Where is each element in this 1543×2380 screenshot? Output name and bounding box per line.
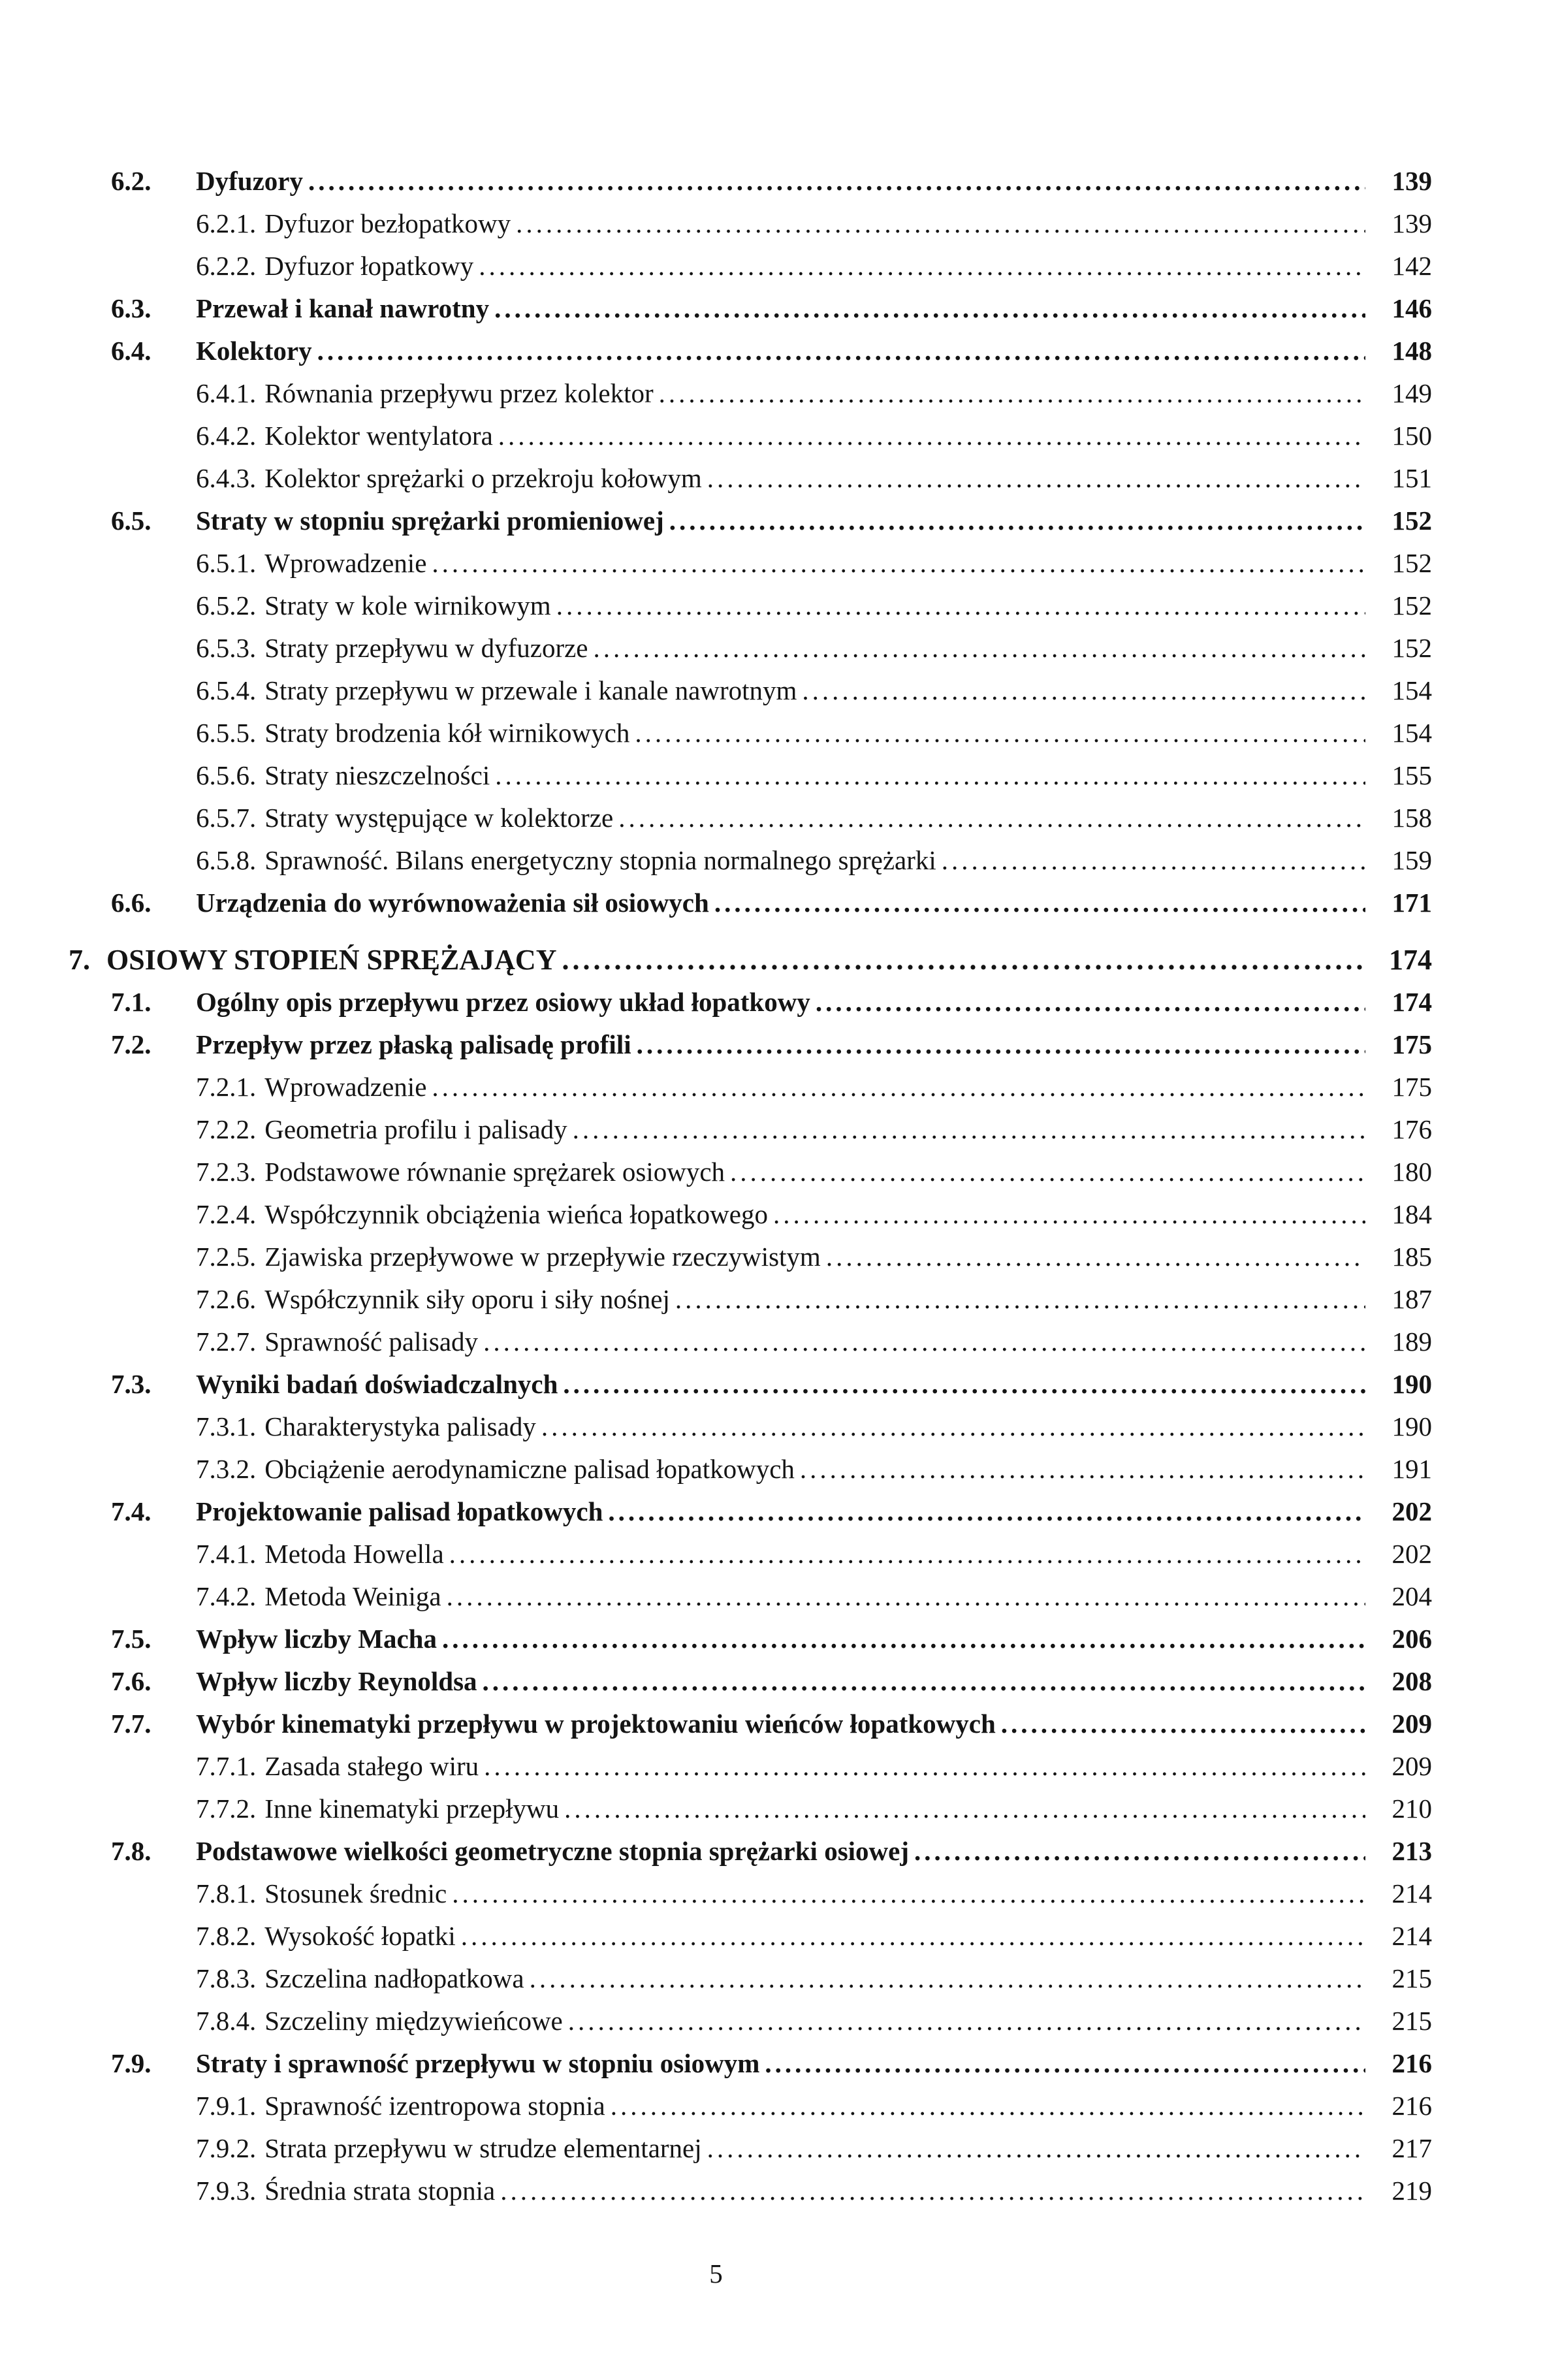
- dot-leader: [669, 500, 1365, 542]
- entry-number: 6.5.7.: [196, 803, 257, 833]
- footer-page-number: 5: [709, 2259, 723, 2289]
- entry-page: 184: [1392, 1199, 1432, 1229]
- entry-page: 202: [1392, 1496, 1432, 1526]
- entry-page: 189: [1392, 1327, 1432, 1357]
- entry-number: 7.5.: [111, 1624, 151, 1654]
- entry-page: 158: [1392, 803, 1432, 833]
- toc-entry: [0, 1873, 1432, 1915]
- entry-page: 152: [1392, 590, 1432, 620]
- toc-entry: [0, 1448, 1432, 1490]
- toc-entry: [0, 500, 1432, 542]
- entry-page: 159: [1392, 845, 1432, 875]
- toc-entry: [0, 160, 1432, 202]
- toc-entry: [0, 1363, 1432, 1406]
- entry-page: 171: [1392, 888, 1432, 918]
- dot-leader: [563, 1363, 1365, 1406]
- entry-page: 154: [1392, 718, 1432, 748]
- entry-title: Szczeliny międzywieńcowe: [264, 2006, 563, 2036]
- dot-leader: [541, 1406, 1365, 1448]
- entry-title: Kolektory: [196, 336, 312, 366]
- dot-leader: [494, 287, 1365, 330]
- dot-leader: [432, 1066, 1365, 1108]
- entry-title: Współczynnik siły oporu i siły nośnej: [264, 1284, 670, 1314]
- entry-page: 210: [1392, 1793, 1432, 1824]
- toc-entry: [0, 839, 1432, 882]
- dot-leader: [556, 585, 1365, 627]
- entry-page: 219: [1392, 2176, 1432, 2206]
- entry-number: 6.2.1.: [196, 208, 257, 238]
- dot-leader: [461, 1915, 1365, 1957]
- dot-leader: [611, 2085, 1365, 2127]
- entry-number: 7.2.6.: [196, 1284, 257, 1314]
- toc-entry: [0, 1193, 1432, 1236]
- toc-entry: [0, 1321, 1432, 1363]
- entry-number: 6.5.3.: [196, 633, 257, 663]
- toc-entry: [0, 754, 1432, 797]
- entry-title: Równania przepływu przez kolektor: [264, 378, 654, 408]
- dot-leader: [635, 712, 1365, 754]
- entry-number: 6.4.1.: [196, 378, 257, 408]
- entry-page: 152: [1392, 633, 1432, 663]
- entry-page: 175: [1392, 1072, 1432, 1102]
- toc-entry: [0, 1830, 1432, 1873]
- entry-page: 204: [1392, 1581, 1432, 1611]
- entry-title: Metoda Howella: [264, 1539, 444, 1569]
- toc-entry: [0, 2127, 1432, 2170]
- dot-leader: [1001, 1703, 1365, 1745]
- entry-title: Straty i sprawność przepływu w stopniu osiowym: [196, 2048, 760, 2078]
- entry-page: 155: [1392, 760, 1432, 790]
- entry-number: 7.1.: [111, 987, 151, 1017]
- dot-leader: [942, 839, 1365, 882]
- entry-number: 6.5.5.: [196, 718, 257, 748]
- entry-title: Projektowanie palisad łopatkowych: [196, 1496, 603, 1526]
- entry-title: Straty w kole wirnikowym: [264, 590, 551, 620]
- entry-page: 174: [1392, 987, 1432, 1017]
- dot-leader: [498, 415, 1365, 457]
- entry-title: Urządzenia do wyrównoważenia sił osiowych: [196, 888, 709, 918]
- dot-leader: [516, 202, 1365, 245]
- toc-entry: [0, 542, 1432, 585]
- dot-leader: [826, 1236, 1365, 1278]
- toc-entry: [0, 330, 1432, 372]
- entry-page: 152: [1392, 506, 1432, 536]
- toc-entry: [0, 245, 1432, 287]
- toc-entry: [0, 585, 1432, 627]
- dot-leader: [432, 542, 1365, 585]
- dot-leader: [479, 245, 1365, 287]
- dot-leader: [637, 1023, 1365, 1066]
- toc-entry: [0, 1236, 1432, 1278]
- entry-page: 151: [1392, 463, 1432, 493]
- dot-leader: [308, 160, 1365, 202]
- toc-entry: [0, 1957, 1432, 2000]
- toc-entry: [0, 1278, 1432, 1321]
- toc-entry: [0, 1066, 1432, 1108]
- entry-number: 7.4.: [111, 1496, 151, 1526]
- entry-number: 6.5.8.: [196, 845, 257, 875]
- dot-leader: [495, 754, 1365, 797]
- dot-leader: [707, 457, 1365, 500]
- entry-title: Straty przepływu w przewale i kanale nawrotnym: [264, 675, 797, 705]
- entry-number: 7.2.3.: [196, 1157, 257, 1187]
- entry-page: 215: [1392, 1963, 1432, 1993]
- toc-entry: [0, 287, 1432, 330]
- entry-page: 139: [1392, 166, 1432, 196]
- entry-title: Ogólny opis przepływu przez osiowy układ łopatkowy: [196, 987, 810, 1017]
- entry-number: 7.4.2.: [196, 1581, 257, 1611]
- entry-title: Wprowadzenie: [264, 1072, 427, 1102]
- dot-leader: [608, 1490, 1365, 1533]
- dot-leader: [594, 627, 1366, 669]
- dot-leader: [484, 1745, 1365, 1788]
- entry-title: Zasada stałego wiru: [264, 1751, 479, 1781]
- entry-title: Geometria profilu i palisady: [264, 1114, 567, 1144]
- entry-number: 6.4.: [111, 336, 151, 366]
- dot-leader: [802, 669, 1365, 712]
- dot-leader: [530, 1957, 1365, 2000]
- entry-title: Strata przepływu w strudze elementarnej: [264, 2133, 702, 2163]
- dot-leader: [773, 1193, 1365, 1236]
- toc-entry: [0, 1406, 1432, 1448]
- entry-title: Sprawność palisady: [264, 1327, 479, 1357]
- table-of-contents: [0, 160, 1432, 2212]
- dot-leader: [442, 1618, 1365, 1660]
- entry-number: 7.9.3.: [196, 2176, 257, 2206]
- toc-entry: [0, 712, 1432, 754]
- entry-page: 217: [1392, 2133, 1432, 2163]
- entry-number: 7.: [69, 944, 90, 976]
- entry-title: Dyfuzor bezłopatkowy: [264, 208, 511, 238]
- toc-entry: [0, 202, 1432, 245]
- toc-entry: [0, 1703, 1432, 1745]
- toc-entry: [0, 1745, 1432, 1788]
- entry-page: 148: [1392, 336, 1432, 366]
- entry-page: 206: [1392, 1624, 1432, 1654]
- dot-leader: [618, 797, 1365, 839]
- toc-entry: [0, 1660, 1432, 1703]
- entry-title: Współczynnik obciążenia wieńca łopatkowego: [264, 1199, 768, 1229]
- entry-number: 7.3.: [111, 1369, 151, 1399]
- dot-leader: [447, 1575, 1365, 1618]
- entry-title: Dyfuzory: [196, 166, 303, 196]
- toc-entry: [0, 415, 1432, 457]
- entry-title: Dyfuzor łopatkowy: [264, 251, 474, 281]
- entry-number: 7.2.: [111, 1029, 151, 1059]
- entry-number: 7.7.2.: [196, 1793, 257, 1824]
- entry-title: Obciążenie aerodynamiczne palisad łopatkowych: [264, 1454, 795, 1484]
- entry-page: 213: [1392, 1836, 1432, 1866]
- entry-title: Wpływ liczby Reynoldsa: [196, 1666, 477, 1696]
- entry-page: 175: [1392, 1029, 1432, 1059]
- toc-entry: [0, 1533, 1432, 1575]
- toc-entry: [0, 882, 1432, 924]
- entry-number: 7.8.4.: [196, 2006, 257, 2036]
- toc-entry: [0, 2000, 1432, 2042]
- entry-number: 7.3.1.: [196, 1411, 257, 1441]
- entry-title: OSIOWY STOPIEŃ SPRĘŻAJĄCY: [106, 944, 557, 976]
- entry-title: Wprowadzenie: [264, 548, 427, 578]
- entry-number: 6.5.4.: [196, 675, 257, 705]
- toc-entry: [0, 627, 1432, 669]
- entry-title: Metoda Weiniga: [264, 1581, 441, 1611]
- entry-number: 7.3.2.: [196, 1454, 257, 1484]
- entry-page: 208: [1392, 1666, 1432, 1696]
- toc-entry: [0, 2085, 1432, 2127]
- entry-page: 150: [1392, 421, 1432, 451]
- entry-number: 6.5.6.: [196, 760, 257, 790]
- entry-number: 7.2.7.: [196, 1327, 257, 1357]
- entry-title: Straty nieszczelności: [264, 760, 490, 790]
- toc-entry: [0, 1575, 1432, 1618]
- entry-number: 6.2.2.: [196, 251, 257, 281]
- dot-leader: [568, 2000, 1365, 2042]
- entry-number: 6.4.2.: [196, 421, 257, 451]
- entry-number: 7.9.1.: [196, 2091, 257, 2121]
- entry-title: Wybór kinematyki przepływu w projektowaniu wieńców łopatkowych: [196, 1709, 996, 1739]
- entry-title: Szczelina nadłopatkowa: [264, 1963, 524, 1993]
- page-footer: [0, 2253, 1432, 2295]
- entry-number: 7.8.2.: [196, 1921, 257, 1951]
- entry-page: 142: [1392, 251, 1432, 281]
- entry-title: Straty występujące w kolektorze: [264, 803, 614, 833]
- dot-leader: [452, 1873, 1365, 1915]
- entry-title: Kolektor sprężarki o przekroju kołowym: [264, 463, 702, 493]
- dot-leader: [659, 372, 1365, 415]
- entry-title: Przepływ przez płaską palisadę profili: [196, 1029, 631, 1059]
- entry-number: 6.5.: [111, 506, 151, 536]
- entry-page: 216: [1392, 2091, 1432, 2121]
- entry-number: 7.8.3.: [196, 1963, 257, 1993]
- toc-entry: [0, 797, 1432, 839]
- entry-title: Straty przepływu w dyfuzorze: [264, 633, 588, 663]
- toc-entry: [0, 457, 1432, 500]
- entry-page: 152: [1392, 548, 1432, 578]
- entry-page: 176: [1392, 1114, 1432, 1144]
- entry-title: Sprawność izentropowa stopnia: [264, 2091, 605, 2121]
- toc-entry: [0, 1915, 1432, 1957]
- toc-entry: [0, 1151, 1432, 1193]
- dot-leader: [675, 1278, 1365, 1321]
- entry-page: 214: [1392, 1921, 1432, 1951]
- entry-title: Podstawowe wielkości geometryczne stopnia sprężarki osiowej: [196, 1836, 910, 1866]
- entry-number: 6.3.: [111, 293, 151, 323]
- entry-number: 6.5.1.: [196, 548, 257, 578]
- entry-page: 146: [1392, 293, 1432, 323]
- toc-entry: [0, 1023, 1432, 1066]
- entry-title: Podstawowe równanie sprężarek osiowych: [264, 1157, 725, 1187]
- dot-leader: [500, 2170, 1365, 2212]
- dot-leader: [765, 2042, 1365, 2085]
- entry-number: 7.9.: [111, 2048, 151, 2078]
- dot-leader: [730, 1151, 1365, 1193]
- entry-page: 149: [1392, 378, 1432, 408]
- entry-number: 6.2.: [111, 166, 151, 196]
- entry-number: 6.6.: [111, 888, 151, 918]
- dot-leader: [573, 1108, 1365, 1151]
- entry-title: Kolektor wentylatora: [264, 421, 493, 451]
- entry-page: 174: [1389, 944, 1432, 976]
- dot-leader: [317, 330, 1365, 372]
- entry-page: 216: [1392, 2048, 1432, 2078]
- entry-page: 209: [1392, 1709, 1432, 1739]
- entry-page: 190: [1392, 1369, 1432, 1399]
- entry-page: 209: [1392, 1751, 1432, 1781]
- entry-number: 7.2.4.: [196, 1199, 257, 1229]
- entry-number: 7.7.: [111, 1709, 151, 1739]
- toc-entry: [0, 939, 1432, 981]
- entry-number: 7.6.: [111, 1666, 151, 1696]
- entry-number: 7.7.1.: [196, 1751, 257, 1781]
- entry-title: Inne kinematyki przepływu: [264, 1793, 560, 1824]
- dot-leader: [483, 1660, 1365, 1703]
- entry-title: Wpływ liczby Macha: [196, 1624, 437, 1654]
- entry-page: 191: [1392, 1454, 1432, 1484]
- dot-leader: [800, 1448, 1365, 1490]
- entry-number: 7.8.1.: [196, 1878, 257, 1908]
- entry-page: 215: [1392, 2006, 1432, 2036]
- entry-title: Straty w stopniu sprężarki promieniowej: [196, 506, 664, 536]
- entry-page: 139: [1392, 208, 1432, 238]
- entry-page: 187: [1392, 1284, 1432, 1314]
- entry-title: Przewał i kanał nawrotny: [196, 293, 490, 323]
- dot-leader: [914, 1830, 1365, 1873]
- toc-entry: [0, 669, 1432, 712]
- toc-entry: [0, 1788, 1432, 1830]
- entry-page: 180: [1392, 1157, 1432, 1187]
- entry-title: Średnia strata stopnia: [264, 2176, 496, 2206]
- entry-number: 7.2.2.: [196, 1114, 257, 1144]
- entry-number: 7.8.: [111, 1836, 151, 1866]
- entry-page: 190: [1392, 1411, 1432, 1441]
- toc-entry: [0, 1108, 1432, 1151]
- dot-leader: [449, 1533, 1365, 1575]
- toc-entry: [0, 2170, 1432, 2212]
- entry-number: 6.4.3.: [196, 463, 257, 493]
- entry-page: 214: [1392, 1878, 1432, 1908]
- entry-number: 7.2.1.: [196, 1072, 257, 1102]
- toc-entry: [0, 372, 1432, 415]
- entry-page: 202: [1392, 1539, 1432, 1569]
- toc-entry: [0, 1490, 1432, 1533]
- entry-number: 6.5.2.: [196, 590, 257, 620]
- toc-entry: [0, 1618, 1432, 1660]
- entry-number: 7.4.1.: [196, 1539, 257, 1569]
- entry-title: Sprawność. Bilans energetyczny stopnia normalnego sprężarki: [264, 845, 936, 875]
- dot-leader: [707, 2127, 1365, 2170]
- entry-title: Charakterystyka palisady: [264, 1411, 536, 1441]
- entry-number: 7.2.5.: [196, 1242, 257, 1272]
- dot-leader: [562, 939, 1365, 981]
- dot-leader: [483, 1321, 1365, 1363]
- entry-number: 7.9.2.: [196, 2133, 257, 2163]
- toc-entry: [0, 2042, 1432, 2085]
- entry-title: Zjawiska przepływowe w przepływie rzeczywistym: [264, 1242, 821, 1272]
- dot-leader: [564, 1788, 1365, 1830]
- dot-leader: [714, 882, 1365, 924]
- toc-entry: [0, 981, 1432, 1023]
- entry-page: 154: [1392, 675, 1432, 705]
- dot-leader: [816, 981, 1365, 1023]
- entry-title: Straty brodzenia kół wirnikowych: [264, 718, 630, 748]
- entry-title: Wyniki badań doświadczalnych: [196, 1369, 558, 1399]
- entry-title: Stosunek średnic: [264, 1878, 447, 1908]
- entry-page: 185: [1392, 1242, 1432, 1272]
- entry-title: Wysokość łopatki: [264, 1921, 456, 1951]
